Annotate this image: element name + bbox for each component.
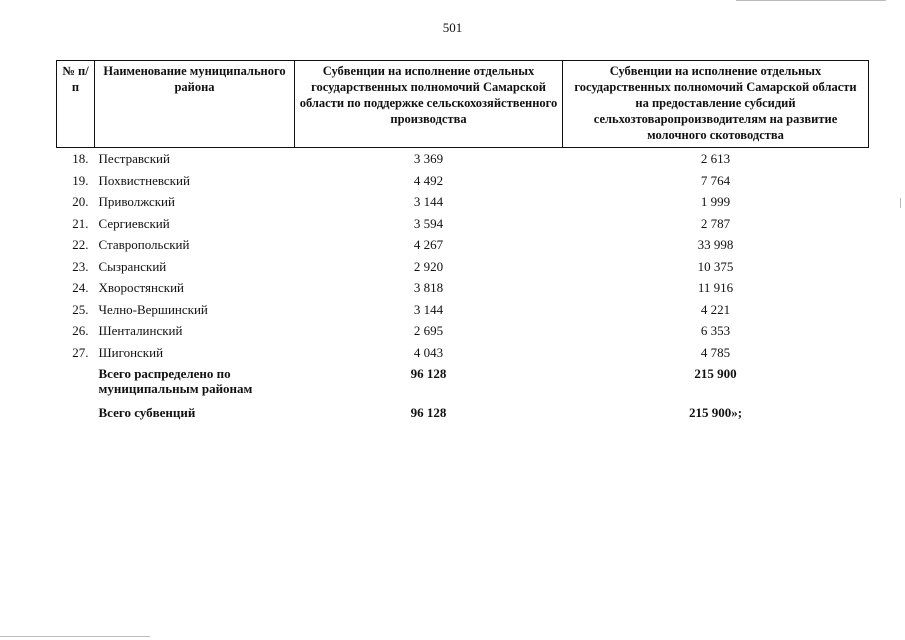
agriculture-subsidy-value: 4 267: [413, 237, 444, 252]
district-name: Сызранский: [98, 258, 167, 274]
page-number: 501: [442, 20, 463, 35]
scan-mark-bottom-left: [0, 636, 150, 637]
header-agriculture-subsidy: Субвенции на исполнение отдельных государственных полномочий Самарской области по поддержке сельскохозяйственного производства: [295, 61, 563, 148]
table-row: [57, 148, 869, 170]
table-row: [57, 256, 869, 278]
table-row: [57, 299, 869, 321]
agriculture-subsidy-value: 4 492: [413, 172, 444, 188]
dairy-subsidy-value: 2 613: [700, 151, 731, 166]
dairy-subsidy-value: 6 353: [700, 323, 731, 338]
district-name: Шенталинский: [98, 323, 183, 338]
dairy-subsidy-value: 4 785: [700, 344, 731, 360]
district-name: Приволжский: [98, 194, 175, 209]
district-name: Хворостянский: [98, 280, 184, 295]
agriculture-subsidy-value: 3 818: [413, 280, 444, 295]
dairy-subsidy-value: 10 375: [697, 258, 734, 274]
dairy-subsidy-value: 2 787: [700, 215, 731, 231]
scan-mark-top-right: [736, 0, 886, 1]
district-name: Сергиевский: [98, 215, 170, 231]
dairy-subsidy-value: 33 998: [697, 237, 734, 252]
row-number: 24.: [72, 280, 89, 295]
total-dairy-value: 215 900: [694, 366, 737, 381]
table-row: [57, 342, 869, 364]
district-name: Челно-Вершинский: [98, 301, 208, 317]
subsidy-table: [56, 60, 869, 426]
scan-mark-right-edge: [900, 198, 901, 208]
district-name: Шигонский: [98, 344, 164, 360]
total-dairy-value: 215 900»;: [688, 405, 743, 420]
table-row: [57, 277, 869, 299]
total-row-number-empty: [57, 402, 95, 426]
row-number: 19.: [72, 172, 89, 188]
total-row-number-empty: [57, 363, 95, 402]
total-label: Всего субвенций: [98, 405, 196, 420]
total-row: [57, 363, 869, 402]
dairy-subsidy-value: 11 916: [697, 280, 734, 295]
table-row: [57, 170, 869, 192]
district-name: Ставропольский: [98, 237, 190, 252]
total-agriculture-value: 96 128: [410, 405, 447, 420]
table-row: [57, 234, 869, 256]
row-number: 22.: [72, 237, 89, 252]
row-number: 27.: [72, 344, 89, 360]
row-number: 21.: [72, 215, 89, 231]
dairy-subsidy-value: 4 221: [700, 301, 731, 317]
table-row: [57, 320, 869, 342]
district-name: Пестравский: [98, 151, 170, 166]
agriculture-subsidy-value: 3 369: [413, 151, 444, 166]
agriculture-subsidy-value: 3 594: [413, 215, 444, 231]
header-number: № п/п: [57, 61, 95, 148]
total-label: Всего распределено по муниципальным районам: [98, 366, 253, 396]
row-number: 23.: [72, 258, 89, 274]
agriculture-subsidy-value: 2 695: [413, 323, 444, 338]
total-row: [57, 402, 869, 426]
district-name: Похвистневский: [98, 172, 190, 188]
dairy-subsidy-value: 1 999: [700, 194, 731, 209]
row-number: 18.: [72, 151, 89, 166]
row-number: 26.: [72, 323, 89, 338]
dairy-subsidy-value: 7 764: [700, 172, 731, 188]
header-dairy-subsidy: Субвенции на исполнение отдельных государственных полномочий Самарской области на предоставление субсидий сельхозтоваропроизводителям на развитие молочного скотоводства: [563, 61, 869, 148]
row-number: 25.: [72, 301, 89, 317]
table-header-row: [57, 61, 869, 148]
table-row: [57, 191, 869, 213]
agriculture-subsidy-value: 3 144: [413, 301, 444, 317]
table-row: [57, 213, 869, 235]
table-body: [57, 148, 869, 427]
agriculture-subsidy-value: 4 043: [413, 344, 444, 360]
row-number: 20.: [72, 194, 89, 209]
agriculture-subsidy-value: 3 144: [413, 194, 444, 209]
total-agriculture-value: 96 128: [410, 366, 447, 381]
agriculture-subsidy-value: 2 920: [413, 258, 444, 274]
header-district-name: Наименование муниципального района: [95, 61, 295, 148]
